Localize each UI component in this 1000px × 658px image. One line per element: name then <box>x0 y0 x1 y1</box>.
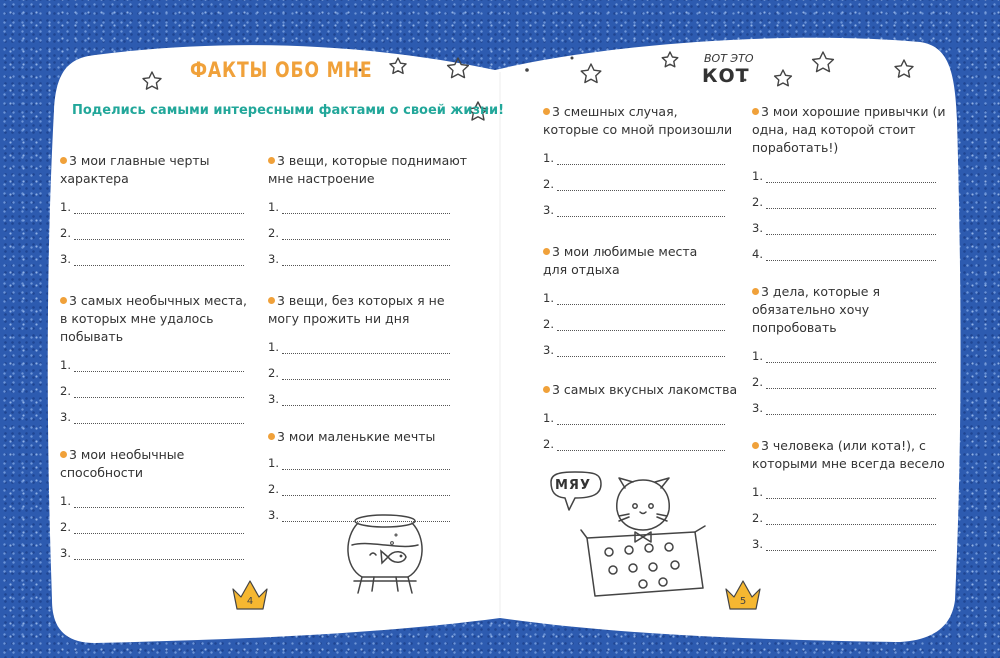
bullet-dot <box>268 433 275 440</box>
question-text: 3 мои хорошие привычки (и одна, над которой стоит поработать!) <box>752 104 946 155</box>
answer-line[interactable]: 4. <box>752 241 952 267</box>
answer-line[interactable]: 1. <box>60 194 260 220</box>
answer-line[interactable]: 2. <box>752 189 952 215</box>
page-number-left: 4 <box>246 596 254 607</box>
answer-line[interactable]: 3. <box>268 502 468 528</box>
column-3 <box>543 103 743 457</box>
answer-line[interactable]: 3. <box>543 337 743 363</box>
bullet-dot <box>543 386 550 393</box>
answer-line[interactable]: 1. <box>268 334 468 360</box>
star-icon <box>390 58 406 73</box>
question-block <box>268 292 448 328</box>
question-block <box>60 446 200 482</box>
question-text: 3 мои любимые места для отдыха <box>543 244 698 277</box>
crown-icon <box>723 577 763 613</box>
answer-line[interactable]: 2. <box>543 311 743 337</box>
bullet-dot <box>60 451 67 458</box>
question-text: 3 мои маленькие мечты <box>277 429 436 444</box>
answer-line[interactable]: 1. <box>543 285 743 311</box>
answer-line[interactable]: 3. <box>543 197 743 223</box>
star-icon <box>662 52 678 67</box>
answer-line[interactable]: 3. <box>752 395 952 421</box>
answer-line[interactable]: 2. <box>752 369 952 395</box>
bullet-dot <box>752 442 759 449</box>
page-number-right: 5 <box>739 596 747 607</box>
answer-line[interactable]: 2. <box>60 378 260 404</box>
star-icon <box>143 72 161 89</box>
answer-line[interactable]: 1. <box>60 488 260 514</box>
question-block <box>60 292 250 346</box>
answer-line[interactable]: 1. <box>543 405 743 431</box>
fishbowl-illustration <box>340 505 430 600</box>
brand-line-2: КОТ <box>702 65 750 87</box>
question-block <box>60 152 260 188</box>
answer-line[interactable]: 1. <box>268 194 468 220</box>
question-text: 3 вещи, которые поднимают мне настроение <box>268 153 468 186</box>
question-text: 3 мои необычные способности <box>60 447 185 480</box>
star-icon <box>775 70 792 86</box>
question-block <box>752 437 948 473</box>
question-text: 3 самых вкусных лакомства <box>552 382 738 397</box>
question-block <box>543 381 743 399</box>
answer-line[interactable]: 3. <box>60 404 260 430</box>
column-4 <box>752 103 952 557</box>
brand-line-1: ВОТ ЭТО <box>704 52 754 65</box>
bullet-dot <box>543 248 550 255</box>
bullet-dot <box>268 157 275 164</box>
answer-line[interactable]: 2. <box>543 171 743 197</box>
question-text: 3 дела, которые я обязательно хочу попробовать <box>752 284 880 335</box>
answer-line[interactable]: 3. <box>60 540 260 566</box>
page-subtitle: Поделись самыми интересными фактами о своей жизни! <box>72 103 505 118</box>
answer-line[interactable]: 1. <box>752 343 952 369</box>
column-2 <box>268 152 468 528</box>
crown-icon <box>230 577 270 613</box>
answer-line[interactable]: 1. <box>752 479 952 505</box>
bullet-dot <box>268 297 275 304</box>
answer-line[interactable]: 3. <box>752 215 952 241</box>
answer-line[interactable]: 2. <box>60 220 260 246</box>
question-block <box>543 243 723 279</box>
answer-line[interactable]: 1. <box>268 450 468 476</box>
question-text: 3 человека (или кота!), с которыми мне всегда весело <box>752 438 945 471</box>
answer-line[interactable]: 3. <box>268 386 468 412</box>
answer-line[interactable]: 2. <box>268 476 468 502</box>
answer-line[interactable]: 3. <box>268 246 468 272</box>
question-block <box>752 283 944 337</box>
speech-bubble-text: МЯУ <box>555 478 591 493</box>
question-text: 3 самых необычных места, в которых мне удалось побывать <box>60 293 247 344</box>
question-block <box>543 103 733 139</box>
answer-line[interactable]: 1. <box>752 163 952 189</box>
bullet-dot <box>752 108 759 115</box>
star-icon <box>581 64 601 82</box>
question-block <box>268 152 468 188</box>
page-title: ФАКТЫ ОБО МНЕ <box>190 58 373 82</box>
bullet-dot <box>543 108 550 115</box>
question-text: 3 мои главные черты характера <box>60 153 210 186</box>
answer-line[interactable]: 2. <box>268 220 468 246</box>
question-block <box>752 103 952 157</box>
question-text: 3 смешных случая, которые со мной произошли <box>543 104 733 137</box>
bullet-dot <box>60 157 67 164</box>
column-1 <box>60 152 260 566</box>
answer-line[interactable]: 3. <box>752 531 952 557</box>
star-icon <box>895 60 913 77</box>
bullet-dot <box>752 288 759 295</box>
answer-line[interactable]: 2. <box>752 505 952 531</box>
star-icon <box>448 58 469 78</box>
bullet-dot <box>60 297 67 304</box>
answer-line[interactable]: 3. <box>60 246 260 272</box>
answer-line[interactable]: 2. <box>268 360 468 386</box>
question-text: 3 вещи, без которых я не могу прожить ни дня <box>268 293 445 326</box>
answer-line[interactable]: 1. <box>60 352 260 378</box>
star-icon <box>813 52 834 72</box>
answer-line[interactable]: 2. <box>60 514 260 540</box>
answer-line[interactable]: 2. <box>543 431 743 457</box>
question-block <box>268 428 468 446</box>
answer-line[interactable]: 1. <box>543 145 743 171</box>
